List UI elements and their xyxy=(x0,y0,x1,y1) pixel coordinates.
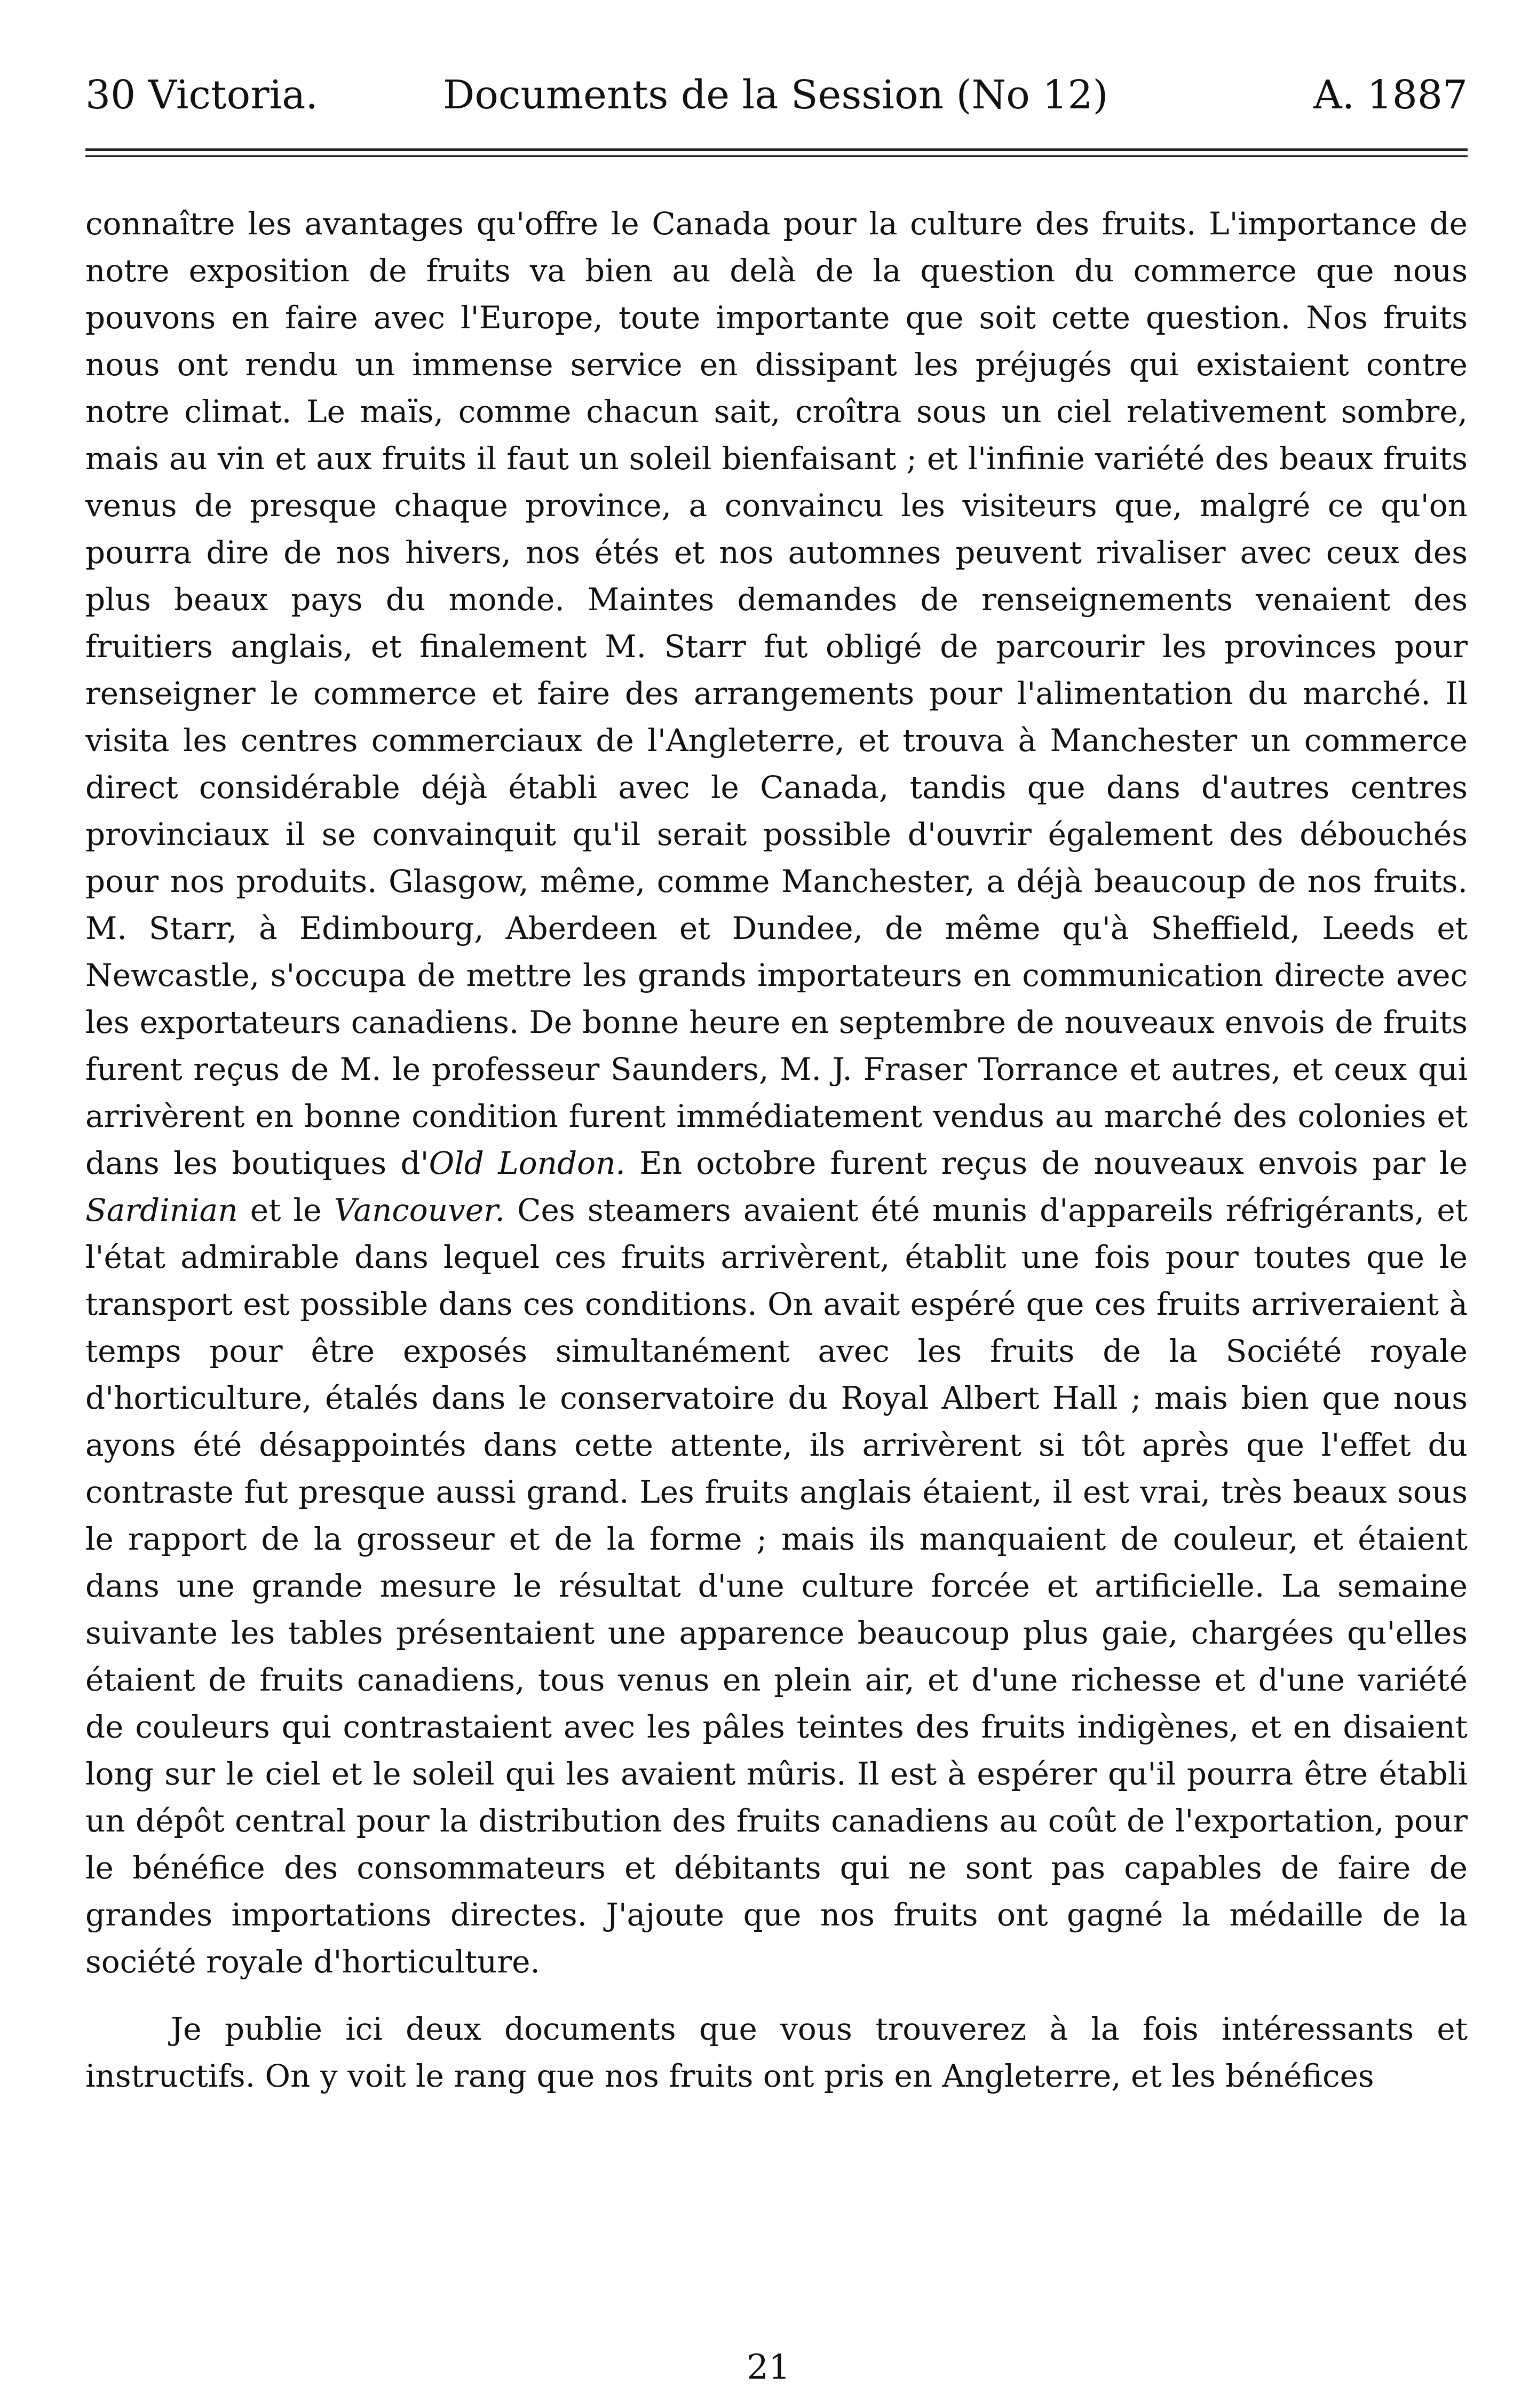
header-year: A. 1887 xyxy=(1313,72,1468,118)
italic-sardinian: Sardinian xyxy=(85,1192,238,1228)
paragraph-text: En octobre furent reçus de nouveaux envois par le xyxy=(625,1145,1468,1181)
body-text xyxy=(85,200,1468,2099)
paragraph-text: connaître les avantages qu'offre le Canada pour la culture des fruits. L'importance de notre exposition de fruits va bien au delà de la question du commerce que nous pouvons en faire avec l'Europe, toute importante que soit cette question. Nos fruits nous ont rendu un immense service en dissipant les préjugés qui existaient contre notre climat. Le maïs, comme chacun sait, croîtra sous un ciel relativement sombre, mais au vin et aux fruits il faut un soleil bienfaisant ; et l'infinie variété des beaux fruits venus de presque chaque province, a convaincu les visiteurs que, malgré ce qu'on pourra dire de nos hivers, nos étés et nos automnes peuvent rivaliser avec ceux des plus beaux pays du monde. Maintes demandes de renseignements venaient des fruitiers anglais, et finalement M. Starr fut obligé de parcourir les provinces pour renseigner le commerce et faire des arrangements pour l'alimentation du marché. Il visita les centres commerciaux de l'Angleterre, et trouva à Manchester un commerce direct considérable déjà établi avec le Canada, tandis que dans d'autres centres provinciaux il se convainquit qu'il serait possible d'ouvrir également des débouchés pour nos produits. Glasgow, même, comme Manchester, a déjà beaucoup de nos fruits. M. Starr, à Edimbourg, Aberdeen et Dundee, de même qu'à Sheffield, Leeds et Newcastle, s'occupa de mettre les grands importateurs en communication directe avec les exportateurs canadiens. De bonne heure en septembre de nouveaux envois de fruits furent reçus de M. le professeur Saunders, M. J. Fraser Torrance et autres, et ceux qui arrivèrent en bonne condition furent immédiatement vendus au marché des colonies et dans les boutiques d' xyxy=(85,206,1468,1181)
header-regnal-year: 30 Victoria. xyxy=(85,72,318,118)
italic-vancouver: Vancouver. xyxy=(334,1192,505,1228)
paragraph-text: Ces steamers avaient été munis d'appareils réfrigérants, et l'état admirable dans lequel ces fruits arrivèrent, établit une fois pour toutes que le transport est possible dans ces conditions. On avait espéré que ces fruits arriveraient à temps pour être exposés simultanément avec les fruits de la Société royale d'horticulture, étalés dans le conservatoire du Royal Albert Hall ; mais bien que nous ayons été désappointés dans cette attente, ils arrivèrent si tôt après que l'effet du contraste fut presque aussi grand. Les fruits anglais étaient, il est vrai, très beaux sous le rapport de la grosseur et de la forme ; mais ils manquaient de couleur, et étaient dans une grande mesure le résultat d'une culture forcée et artificielle. La semaine suivante les tables présentaient une apparence beaucoup plus gaie, chargées qu'elles étaient de fruits canadiens, tous venus en plein air, et d'une richesse et d'une variété de couleurs qui contrastaient avec les pâles teintes des fruits indigènes, et en disaient long sur le ciel et le soleil qui les avaient mûris. Il est à espérer qu'il pourra être établi un dépôt central pour la distribution des fruits canadiens au coût de l'exportation, pour le bénéfice des consommateurs et débitants qui ne sont pas capables de faire de grandes importations directes. J'ajoute que nos fruits ont gagné la médaille de la société royale d'horticulture. xyxy=(85,1192,1468,1980)
running-header xyxy=(85,64,1468,128)
header-rule-thick xyxy=(85,148,1468,151)
paragraph-text: et le xyxy=(237,1192,334,1228)
paragraph-documents: Je publie ici deux documents que vous trouverez à la fois intéressants et instructifs. On y voit le rang que nos fruits ont pris en Angleterre, et les bénéfices xyxy=(85,2011,1468,2094)
italic-old-london: Old London. xyxy=(429,1145,625,1181)
header-rule-thin xyxy=(85,155,1468,157)
header-title: Documents de la Session (No 12) xyxy=(443,72,1108,118)
page-number: 21 xyxy=(747,2348,790,2387)
paragraph-fruit-exhibition xyxy=(85,200,1468,1985)
